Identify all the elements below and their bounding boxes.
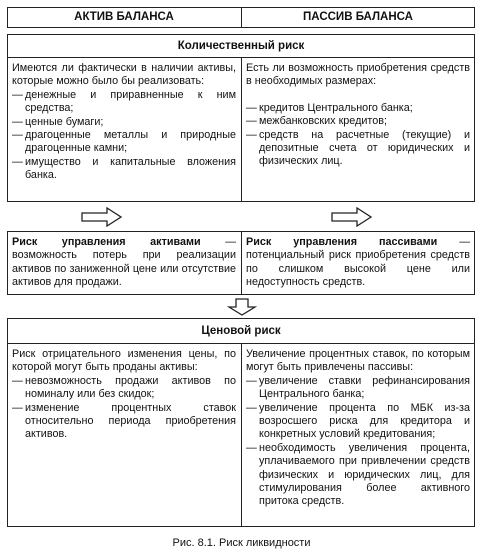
price-assets-intro: Риск отрицательного изменения цены, по которой могут быть проданы активы: [12, 348, 236, 374]
quantitative-assets-cell [12, 62, 236, 183]
figure-caption: Рис. 8.1. Риск ликвидности [172, 537, 311, 549]
list-item: — кредитов Центрального банка; [246, 102, 470, 115]
left-arrow-icon [81, 207, 123, 227]
list-item: — увеличение процента по МБК из-за возросшего риска для кредитора и конкретных условий кредитования; [246, 402, 470, 442]
price-liabilities-intro: Увеличение процентных ставок, по которым могут быть привлечены пассивы: [246, 348, 470, 374]
list-item: — необходимость увеличения процента, уплачиваемого при привлечении средств физических и юридических лиц, для стимулирования более активного притока средств. [246, 442, 470, 509]
asset-management-risk-text [12, 236, 236, 290]
down-arrow-icon [227, 298, 257, 316]
quantitative-risk-title: Количественный риск [177, 40, 305, 52]
list-item: — ценные бумаги; [12, 116, 236, 129]
price-risk-title: Ценовой риск [201, 325, 281, 337]
quantitative-risk-divider [241, 57, 242, 202]
liability-management-risk-text [246, 236, 470, 290]
list-item: — межбанковских кредитов; [246, 115, 470, 128]
right-arrow-icon [331, 207, 373, 227]
assets-header: АКТИВ БАЛАНСА [74, 11, 174, 23]
list-item: — средств на расчетные (текущие) и депозитные счета от юридических и физических лиц. [246, 129, 470, 169]
liabilities-header: ПАССИВ БАЛАНСА [303, 11, 413, 23]
management-risk-divider [241, 231, 242, 295]
list-item: — изменение процентных ставок относительно периода приобретения активов. [12, 402, 236, 442]
asset-management-risk-definition: — возможность потерь при реализации активов по заниженной цене или отсутствие активов для продажи. [12, 236, 236, 289]
list-item: — имущество и капитальные вложения банка. [12, 156, 236, 183]
list-item: — невозможность продажи активов по номиналу или без скидок; [12, 375, 236, 402]
list-item: — денежные и приравненные к ним средства; [12, 89, 236, 116]
price-assets-cell [12, 348, 236, 442]
price-risk-divider [241, 343, 242, 527]
quantitative-assets-intro: Имеются ли фактически в наличии активы, которые можно было бы реализовать: [12, 62, 236, 88]
price-liabilities-cell [246, 348, 470, 509]
quantitative-liabilities-cell [246, 62, 470, 169]
liability-management-risk-term: Риск управления пассивами [246, 236, 438, 248]
list-item: — драгоценные металлы и природные драгоценные камни; [12, 129, 236, 156]
list-item: — увеличение ставки рефинансирования Центрального банка; [246, 375, 470, 402]
quantitative-liabilities-intro: Есть ли возможность приобретения средств в необходимых размерах: [246, 62, 470, 88]
liability-management-risk-definition: — потенциальный риск приобретения средств по слишком высокой цене или недоступность средств. [246, 236, 470, 289]
asset-management-risk-term: Риск управления активами [12, 236, 201, 248]
